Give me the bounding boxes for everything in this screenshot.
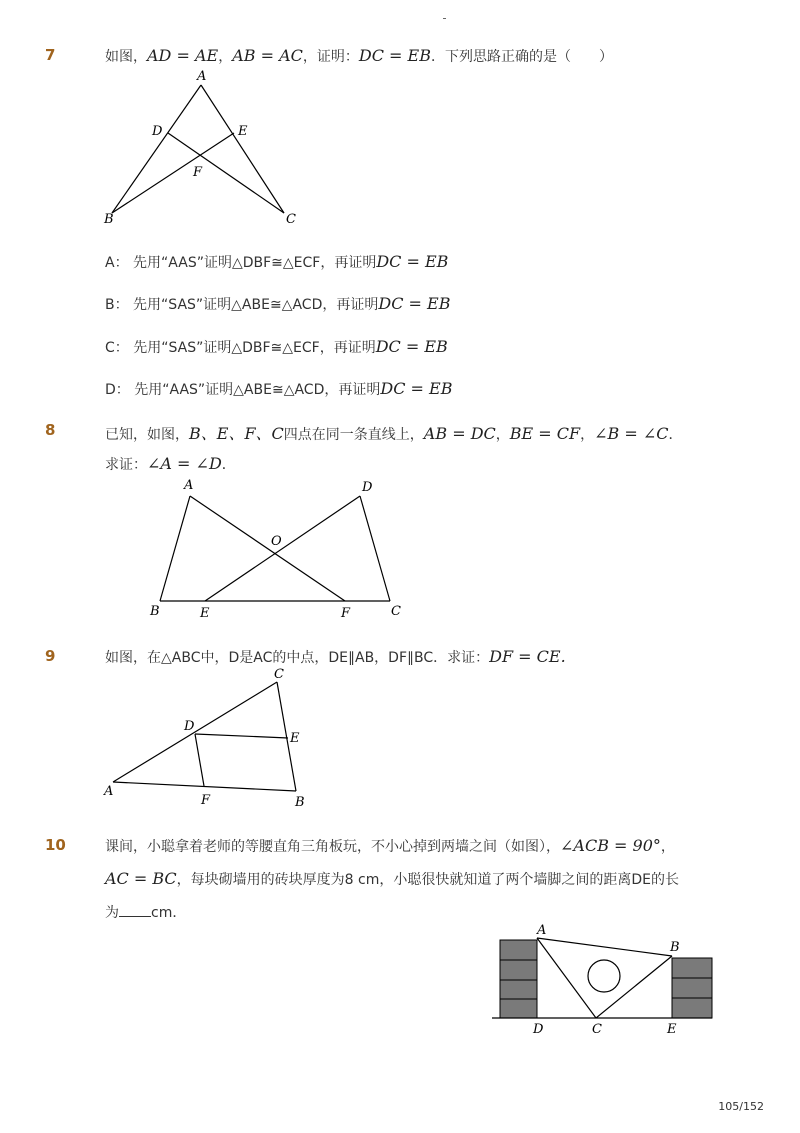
q7-label-e: E (238, 124, 248, 139)
q7-label-d: D (152, 124, 163, 139)
q10-line3: 为 cm． (105, 905, 187, 921)
q8-figure (140, 472, 415, 622)
q9-label-f: F (201, 793, 211, 808)
q10-line-ab (537, 938, 672, 956)
q7-line-ac (201, 85, 284, 213)
q10-label-e: E (667, 1022, 677, 1037)
q10-label-c: C (592, 1022, 602, 1037)
q7-cond1: AD = AE (147, 46, 219, 65)
q9-label-b: B (295, 795, 305, 810)
q9-line-df (195, 734, 204, 786)
q9-label-e: E (290, 731, 300, 746)
q7-option-b[interactable]: B： 先用“SAS”证明△ABE≅△ACD，再证明DC = EB (105, 294, 451, 313)
q8-label-a: A (184, 478, 194, 493)
q7-stem (105, 46, 613, 66)
q9-label-d: D (184, 719, 195, 734)
q9-line-ab (113, 782, 296, 791)
q7-claim: DC = EB (358, 46, 431, 65)
q7-text-post: ．下列思路正确的是（ ） (430, 49, 613, 65)
q7-option-c[interactable]: C： 先用“SAS”证明△DBF≅△ECF，再证明DC = EB (105, 337, 448, 356)
q7-label-b: B (104, 212, 114, 227)
q8-line-ed (205, 496, 360, 601)
q7-label-a: A (197, 69, 207, 84)
q8-prove: 求证：∠A = ∠D． (105, 454, 236, 473)
q9-label-a: A (104, 784, 114, 799)
q10-line-ac (537, 938, 596, 1018)
q7-label-f: F (193, 165, 203, 180)
q9-stem: 如图，在△ABC中，D是AC的中点，DE∥AB，DF∥BC．求证：DF = CE. (105, 647, 566, 666)
q8-label-o: O (271, 534, 282, 549)
q8-label-c: C (391, 604, 401, 619)
q7-sep1: ， (218, 49, 233, 65)
q8-label-f: F (341, 606, 351, 621)
q8-label-b: B (150, 604, 160, 619)
q8-line-ba (160, 496, 190, 601)
q7-number: 7 (45, 46, 56, 64)
q7-line-ab (112, 85, 201, 213)
q7-sep2: ，证明： (302, 49, 359, 65)
q8-line-af (190, 496, 345, 601)
q7-line-eb (112, 133, 234, 213)
q9-number: 9 (45, 647, 56, 665)
q7-option-a[interactable]: A： 先用“AAS”证明△DBF≅△ECF，再证明DC = EB (105, 252, 449, 271)
q8-number: 8 (45, 421, 56, 439)
q8-stem: 已知，如图，B、E、F、C四点在同一条直线上，AB = DC，BE = CF，∠B = ∠C． (105, 424, 683, 443)
q7-text-pre: 如图， (105, 49, 147, 65)
q9-label-c: C (274, 667, 284, 682)
q10-line1: 课间，小聪拿着老师的等腰直角三角板玩，不小心掉到两墙之间（如图），∠ACB = 90°， (105, 836, 675, 855)
q8-line-dc (360, 496, 390, 601)
q10-number: 10 (45, 836, 66, 854)
q7-figure (100, 65, 310, 230)
answer-blank[interactable] (119, 904, 151, 917)
q10-label-a: A (537, 923, 547, 938)
q8-label-d: D (362, 480, 373, 495)
q10-left-wall (500, 940, 537, 1018)
q10-right-wall (672, 958, 712, 1018)
q9-figure (100, 665, 320, 815)
q10-line-cb (596, 956, 672, 1018)
q10-label-d: D (533, 1022, 544, 1037)
top-mark (443, 18, 446, 19)
q10-label-b: B (670, 940, 680, 955)
page-number: 105/152 (718, 1100, 764, 1113)
q9-line-de (195, 734, 288, 738)
q7-label-c: C (286, 212, 296, 227)
q10-figure (490, 920, 720, 1040)
q7-line-dc (168, 133, 284, 213)
q7-cond2: AB = AC (232, 46, 303, 65)
q10-line2: AC = BC，每块砌墙用的砖块厚度为8 cm，小聪很快就知道了两个墙脚之间的距离DE的长 (105, 869, 679, 888)
q10-circle (588, 960, 620, 992)
q8-label-e: E (200, 606, 210, 621)
q7-option-d[interactable]: D： 先用“AAS”证明△ABE≅△ACD，再证明DC = EB (105, 379, 453, 398)
q9-line-ac (113, 682, 277, 782)
